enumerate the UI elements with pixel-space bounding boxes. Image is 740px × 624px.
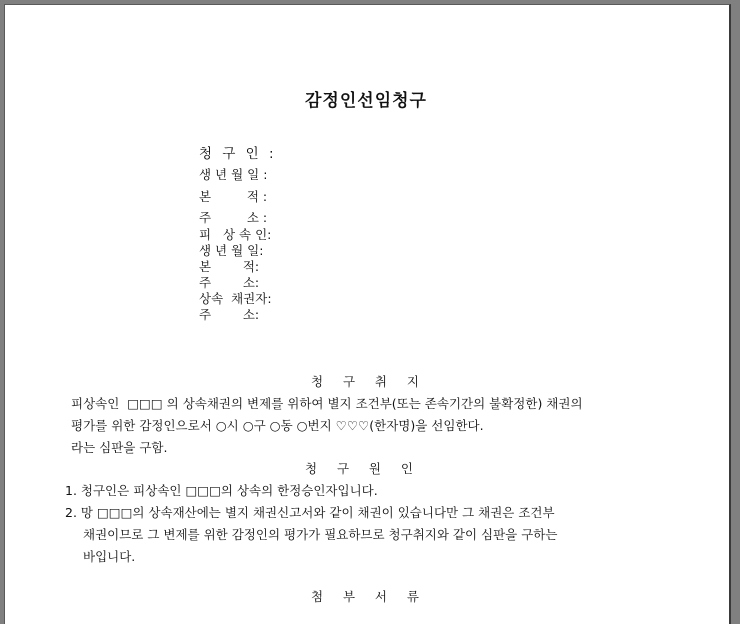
purpose-line-1: 피상속인 □□□ 의 상속채권의 변제를 위하여 별지 조건부(또는 존속기간의 불확정한) 채권의 [71, 396, 583, 411]
document-page [4, 4, 731, 624]
claimant-label: 청 구 인 : [199, 146, 277, 162]
cause-item-2-line-1: 2. 망 □□□의 상속재산에는 별지 채권신고서와 같이 채권이 있습니다만 그 채권은 조건부 [65, 505, 555, 520]
claimant-domicile-label: 본 적 : [199, 189, 268, 204]
claimant-birth-label: 생 년 월 일 : [199, 167, 268, 182]
decedent-address-label: 주 소: [199, 275, 260, 290]
creditor-address-label: 주 소: [199, 307, 260, 322]
purpose-line-2: 평가를 위한 감정인으로서 ○시 ○구 ○동 ○번지 ♡♡♡(한자명)을 선임한다. [71, 418, 484, 433]
document-title: 감정인선임청구 [305, 91, 427, 111]
creditor-label: 상속 채권자: [199, 291, 272, 306]
decedent-label: 피 상 속 인: [199, 227, 272, 242]
cause-item-1: 1. 청구인은 피상속인 □□□의 상속의 한정승인자입니다. [65, 483, 378, 498]
purpose-line-3: 라는 심판을 구함. [71, 440, 168, 455]
attachments-heading: 첨 부 서 류 [311, 589, 419, 604]
cause-heading: 청 구 원 인 [305, 461, 413, 476]
decedent-birth-label: 생 년 월 일: [199, 243, 264, 258]
cause-item-2-line-2: 채권이므로 그 변제를 위한 감정인의 평가가 필요하므로 청구취지와 같이 심판을 구하는 [83, 527, 558, 542]
decedent-domicile-label: 본 적: [199, 259, 260, 274]
cause-item-2-line-3: 바입니다. [83, 549, 136, 564]
purpose-heading: 청 구 취 지 [311, 374, 419, 389]
claimant-address-label: 주 소 : [199, 210, 268, 225]
